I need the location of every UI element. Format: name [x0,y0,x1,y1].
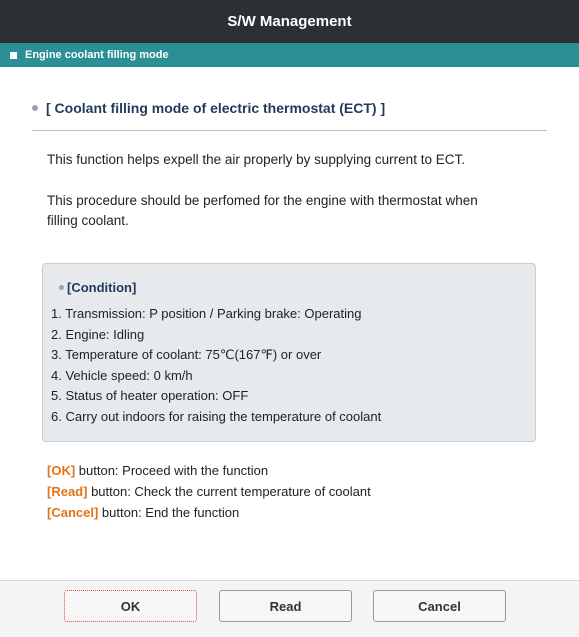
button-help-cancel [47,503,239,523]
button-help-text: button: Check the current temperature of coolant [87,484,371,499]
description-paragraph-1: This function helps expell the air properly by supplying current to ECT. [47,152,465,167]
button-help-ok [47,461,268,481]
subheader-label: Engine coolant filling mode [25,49,169,61]
condition-box [42,263,536,442]
condition-item: 4. Vehicle speed: 0 km/h [51,367,193,383]
section-divider [32,130,547,131]
button-help-key: [Read] [47,484,88,499]
description-line: filling coolant. [47,213,129,228]
condition-item: 2. Engine: Idling [51,326,145,342]
ok-button[interactable]: OK [64,590,197,622]
condition-item: 3. Temperature of coolant: 75℃(167℉) or over [51,347,322,363]
condition-item: 5. Status of heater operation: OFF [51,388,249,404]
condition-title: [Condition] [67,280,137,295]
description-paragraph-2 [47,191,527,231]
circle-bullet-icon [32,105,38,111]
condition-item: 1. Transmission: P position / Parking brake: Operating [51,306,362,321]
subheader-bar [0,43,579,67]
section-heading [32,100,547,116]
window-titlebar [0,0,579,43]
window-title: S/W Management [227,13,352,30]
dialog-footer [0,580,579,637]
button-help-read [47,482,371,502]
button-help-text: button: End the function [98,505,240,520]
condition-item: 6. Carry out indoors for raising the temperature of coolant [51,408,382,424]
cancel-button[interactable]: Cancel [373,590,506,622]
circle-bullet-icon [59,285,64,290]
read-button[interactable]: Read [219,590,352,622]
button-help-key: [Cancel] [47,505,99,520]
square-bullet-icon [10,52,17,59]
button-help-text: button: Proceed with the function [75,463,269,478]
section-title: [ Coolant filling mode of electric thermostat (ECT) ] [46,100,386,116]
button-help-key: [OK] [47,463,76,478]
description-line: This procedure should be perfomed for the engine with thermostat when [47,193,478,208]
condition-list [51,304,381,428]
condition-heading [59,280,136,295]
